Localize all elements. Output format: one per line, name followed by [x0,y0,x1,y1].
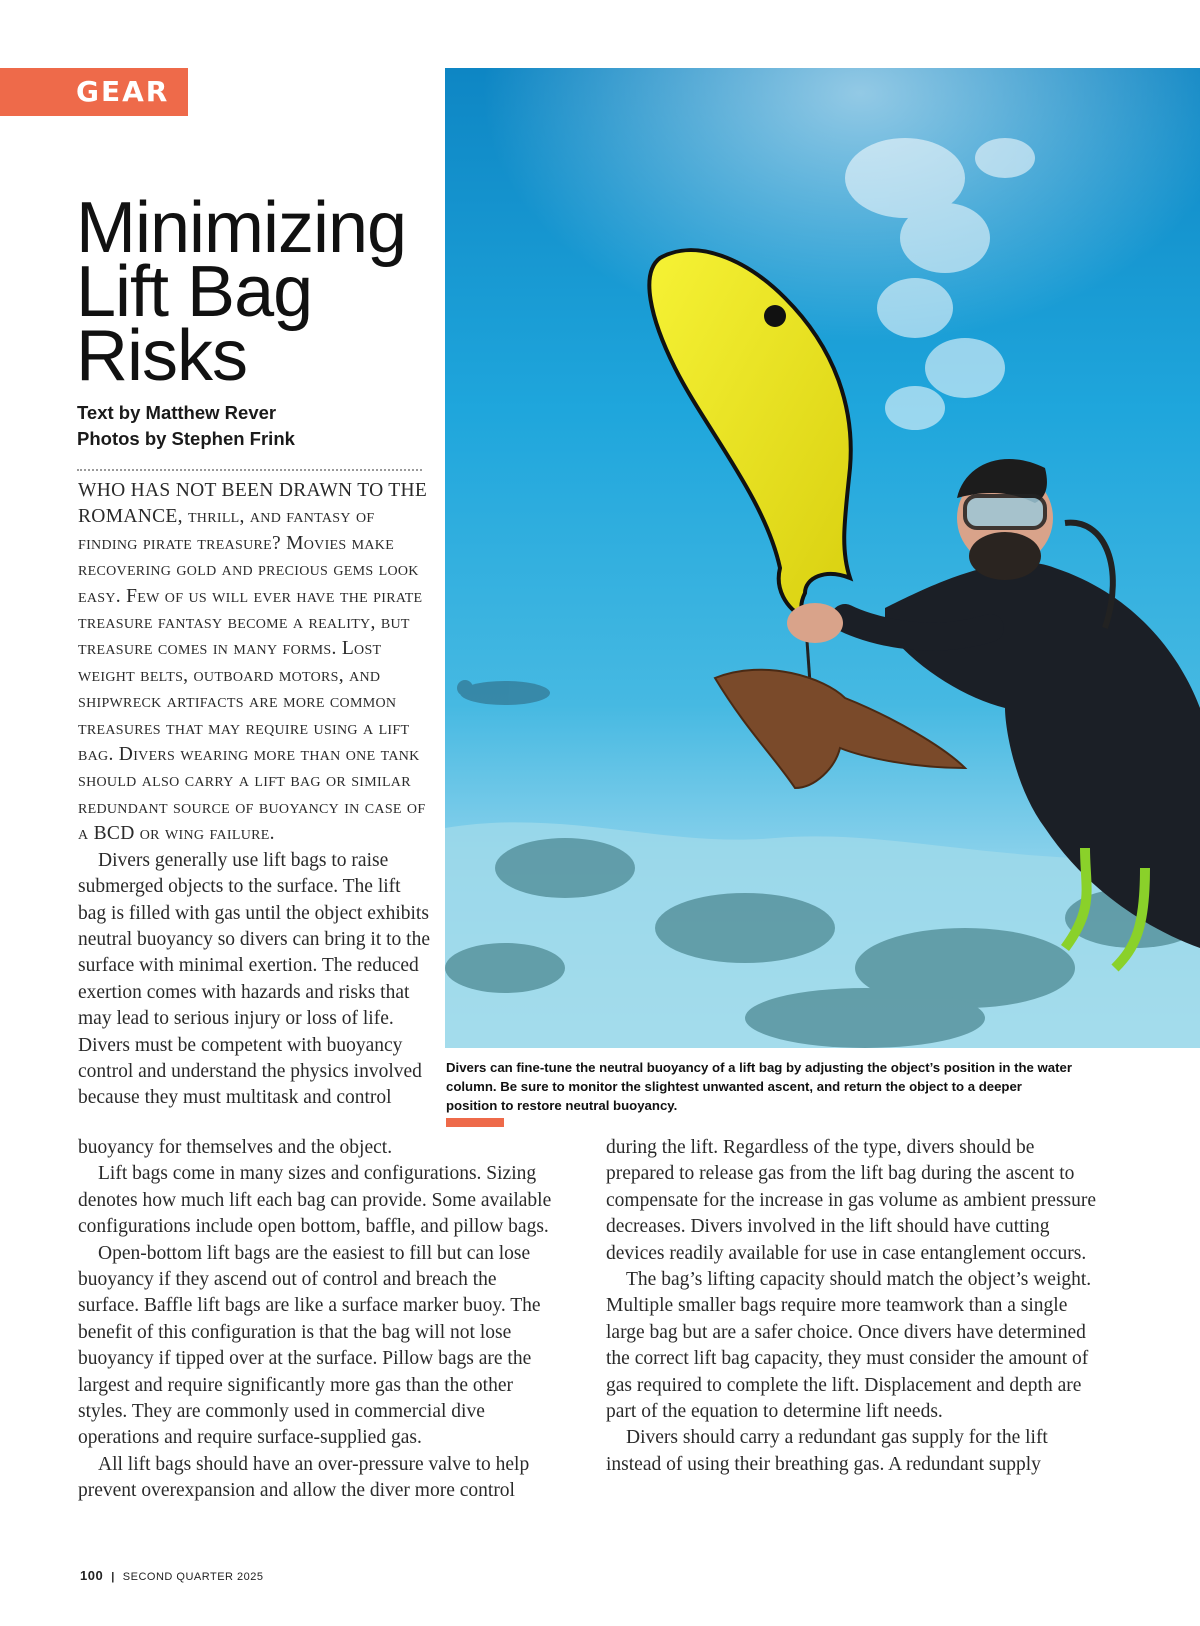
section-tag: GEAR [0,68,188,116]
photo-credit: Photos by Stephen Frink [77,428,295,449]
dotted-divider [77,469,422,471]
body-paragraph: Divers should carry a redundant gas supply for the lift instead of using their breathing gas. A redundant supply [606,1427,1048,1475]
body-paragraph: The bag’s lifting capacity should match the object’s weight. Multiple smaller bags require more teamwork than a single large bag but are a safer choice. Once divers have determined the correct lift bag capacity, they must consider the amount of gas required to complete the lift. Displacement and depth are part of the equation to determine lift needs. [606,1269,1092,1423]
body-paragraph: Divers generally use lift bags to raise submerged objects to the surface. The lift bag is filled with gas until the object exhibits neutral buoyancy so divers can bring it to the surface with minimal exertion. The reduced exertion comes with hazards and risks that may lead to serious injury or loss of life. Divers must be competent with buoyancy control and understand the physics involved because they must multitask and control [78,849,430,1109]
page-number: 100 [80,1568,104,1583]
issue-label: SECOND QUARTER 2025 [122,1571,264,1583]
body-paragraph: during the lift. Regardless of the type, divers should be prepared to release gas from the lift bag during the ascent to compensate for the increase in gas volume as ambient pressure decreases. Divers involved in the lift should have cutting devices readily available for use in case entanglement occurs. [606,1137,1097,1264]
text-credit: Text by Matthew Rever [77,402,277,423]
body-paragraph: buoyancy for themselves and the object. [78,1137,393,1158]
photo-caption: Divers can fine-tune the neutral buoyancy of a lift bag by adjusting the object’s position in the water column. Be sure to monitor the slightest unwanted ascent, and return the object to a deeper position to restore neutral buoyancy. [446,1060,1073,1113]
article-title [76,188,436,396]
body-paragraph: Open-bottom lift bags are the easiest to fill but can lose buoyancy if they ascend out of control and breach the surface. Baffle lift bags are like a surface marker buoy. The benefit of this configuration is that the bag will not lose buoyancy if tipped over at the surface. Pillow bags are the largest and require significantly more gas than the other styles. They are commonly used in commercial dive operations and require surface-supplied gas. [78,1242,541,1449]
byline [77,400,295,452]
body-column-2 [606,1135,1101,1478]
title-line: Lift Bag [76,252,313,332]
title-line: Risks [76,316,247,396]
diver-lift-bag-illustration [445,68,1200,1048]
caption-accent-bar [446,1118,504,1127]
body-column-1-top [78,478,430,1112]
title-line: Minimizing [76,188,407,268]
body-paragraph: All lift bags should have an over-pressure valve to help prevent overexpansion and allow the diver more control [78,1453,530,1502]
body-paragraph: Lift bags come in many sizes and configurations. Sizing denotes how much lift each bag can provide. Some available configurations include open bottom, baffle, and pillow bags. [78,1163,552,1238]
page-footer [80,1568,264,1583]
footer-separator: | [111,1571,115,1583]
body-column-1-bottom [78,1135,558,1505]
lead-paragraph: WHO HAS NOT BEEN DRAWN TO THE ROMANCE, thrill, and fantasy of finding pirate treasure? Movies make recovering gold and precious gems look easy. Few of us will ever have the pirate treasure fantasy become a reality, but treasure comes in many forms. Lost weight belts, outboard motors, and shipwreck artifacts are more common treasures that may require using a lift bag. Divers wearing more than one tank should also carry a lift bag or similar redundant source of buoyancy in case of a BCD or wing failure. [78,480,428,845]
article-photo [445,68,1200,1048]
